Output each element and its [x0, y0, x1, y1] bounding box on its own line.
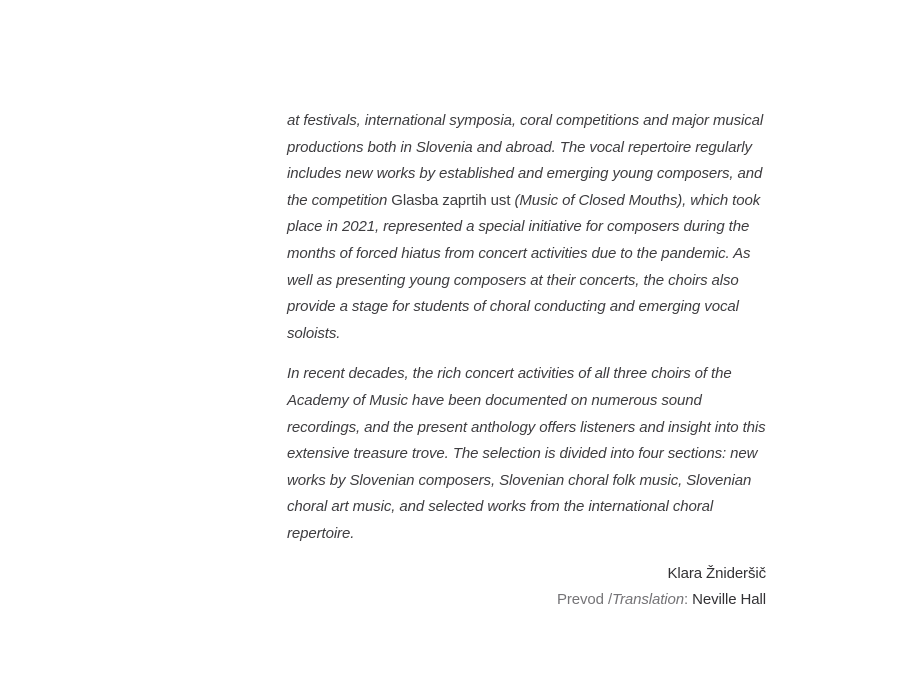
paragraph-2	[287, 361, 766, 547]
body-line: well as presenting young composers at their concerts, the choirs also	[287, 271, 739, 289]
translation-label-english: Translation	[612, 591, 685, 609]
body-line: months of forced hiatus from concert activities due to the pandemic. As	[287, 244, 751, 262]
body-line: Academy of Music have been documented on numerous sound	[287, 391, 702, 409]
body-line: extensive treasure trove. The selection is divided into four sections: new	[287, 445, 758, 463]
translator-name: Neville Hall	[692, 591, 766, 609]
translation-separator: :	[684, 591, 693, 609]
translation-credit-line	[287, 587, 766, 614]
body-line: repertoire.	[287, 524, 355, 542]
paragraph-1	[287, 108, 766, 347]
body-line-segment: (Music of Closed Mouths), which took	[510, 191, 761, 209]
body-line-mixed	[287, 188, 766, 215]
body-line: provide a stage for students of choral conducting and emerging vocal	[287, 298, 739, 316]
signature-block	[287, 561, 766, 614]
competition-title: Glasba zaprtih ust	[391, 191, 511, 209]
body-line: includes new works by established and emerging young composers, and	[287, 165, 763, 183]
translation-label-slovene: Prevod /	[556, 591, 613, 609]
body-line: recordings, and the present anthology offers listeners and insight into this	[287, 418, 766, 436]
body-line: soloists.	[287, 324, 341, 342]
body-line: place in 2021, represented a special initiative for composers during the	[287, 218, 750, 236]
body-line: at festivals, international symposia, coral competitions and major musical	[287, 112, 764, 129]
author-name: Klara Žnideršič	[667, 564, 766, 582]
body-line-segment: the competition	[287, 191, 392, 209]
body-line: productions both in Slovenia and abroad. The vocal repertoire regularly	[287, 138, 752, 156]
body-line: choral art music, and selected works from the international choral	[287, 498, 714, 516]
text-column	[287, 108, 766, 614]
body-line: In recent decades, the rich concert activities of all three choirs of the	[287, 365, 732, 383]
body-line: works by Slovenian composers, Slovenian choral folk music, Slovenian	[287, 471, 752, 489]
